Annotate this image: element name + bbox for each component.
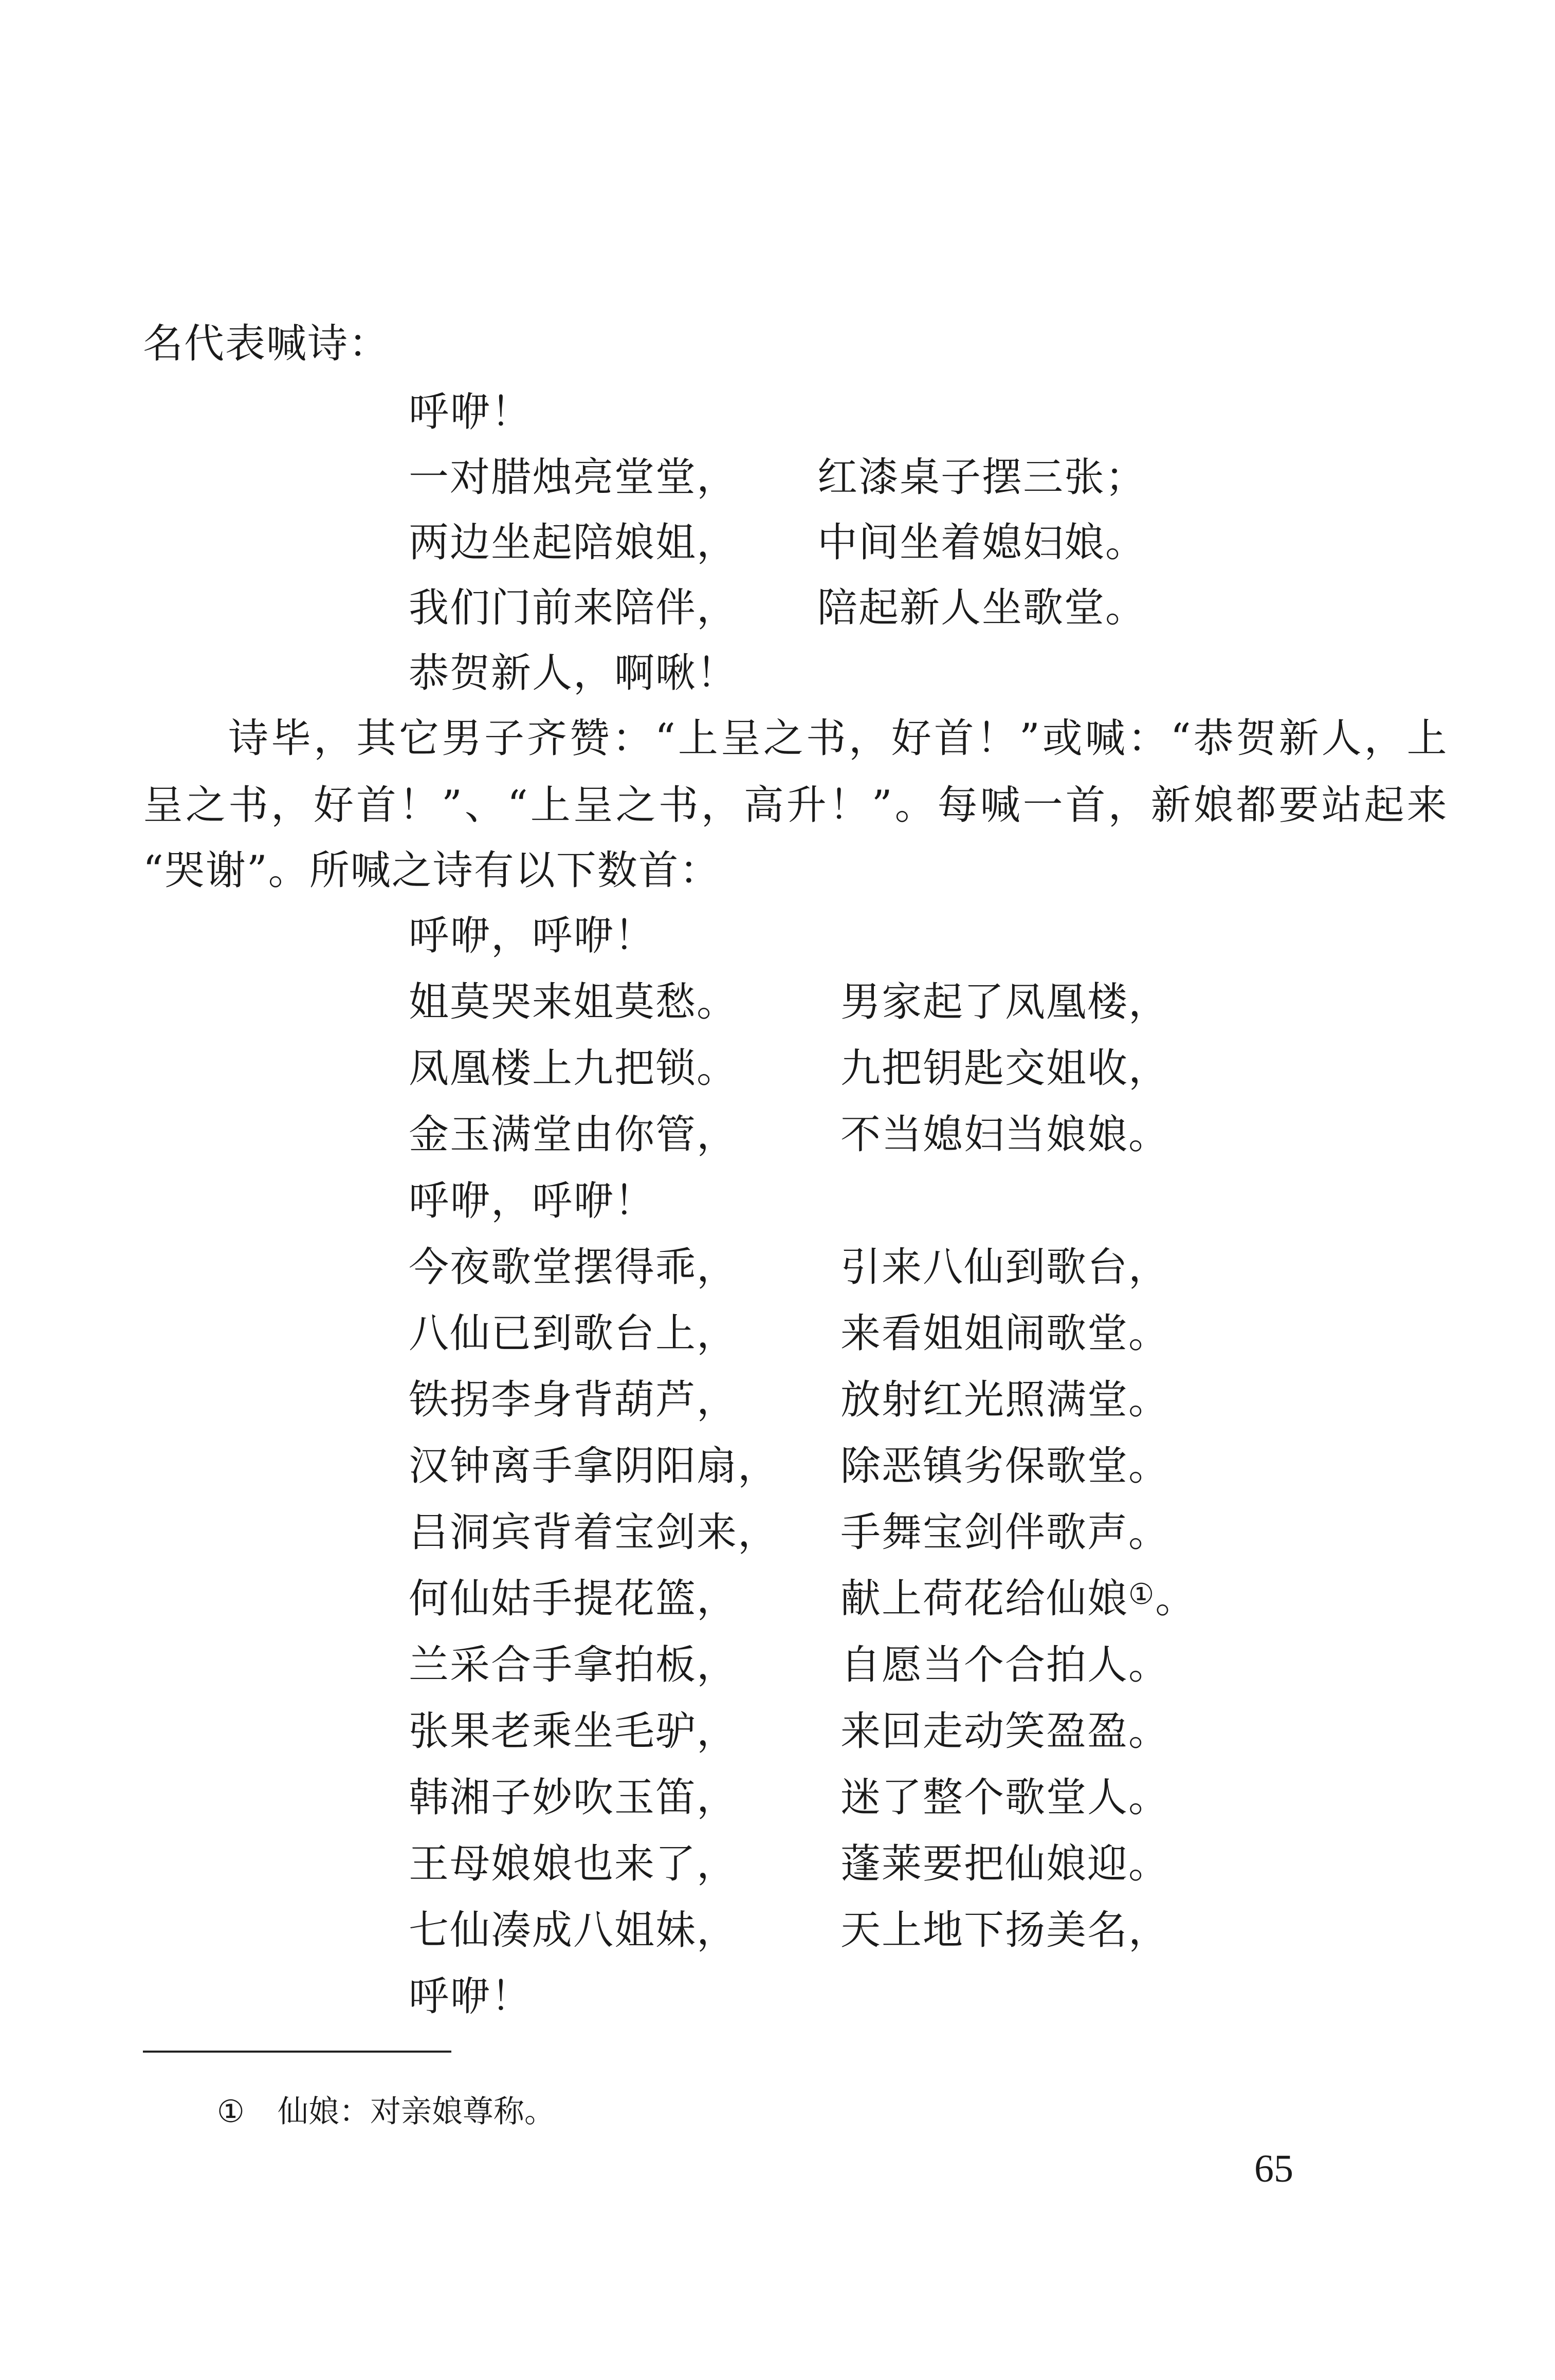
- poem3-line-4-left: 汉钟离手拿阴阳扇，: [409, 1443, 779, 1489]
- poem3-line-6-right-text: 献上荷花给仙娘: [840, 1576, 1129, 1622]
- poem2-line-3-right: 不当媳妇当娘娘。: [840, 1112, 1170, 1158]
- poem2-line-2-right: 九把钥匙交姐收，: [840, 1045, 1170, 1092]
- footnote-divider: [143, 2051, 451, 2053]
- footnote-mark: ①: [217, 2094, 245, 2130]
- poem3-line-3-left: 铁拐李身背葫芦，: [409, 1377, 738, 1423]
- footnote-reference-mark: ①: [1128, 1578, 1156, 1611]
- paragraph-line-1: 诗毕，其它男子齐赞：“上呈之书，好首！”或喊：“恭贺新人，上: [228, 715, 1450, 762]
- poem3-line-8-left: 张果老乘坐毛驴，: [409, 1708, 738, 1755]
- poem3-line-8-right: 来回走动笑盈盈。: [840, 1708, 1170, 1755]
- poem2-line-1-left: 姐莫哭来姐莫愁。: [409, 979, 738, 1025]
- poem3-line-11-right: 天上地下扬美名，: [840, 1907, 1170, 1953]
- poem1-close: 恭贺新人，啊啾！: [409, 650, 738, 696]
- footnote-text: 仙娘：对亲娘尊称。: [278, 2094, 555, 2130]
- poem3-line-4-right: 除恶镇劣保歌堂。: [840, 1443, 1170, 1489]
- poem1-line-2-left: 两边坐起陪娘姐，: [409, 520, 738, 566]
- poem1-line-1-right: 红漆桌子摆三张；: [817, 454, 1147, 501]
- paragraph-line-3: “哭谢”。所喊之诗有以下数首：: [143, 847, 721, 894]
- poem3-line-1-left: 今夜歌堂摆得乖，: [409, 1244, 738, 1290]
- poem3-line-7-left: 兰采合手拿拍板，: [409, 1642, 738, 1688]
- poem1-line-2-right: 中间坐着媳妇娘。: [817, 520, 1147, 566]
- poem3-line-9-left: 韩湘子妙吹玉笛，: [409, 1775, 738, 1821]
- poem3-line-10-left: 王母娘娘也来了，: [409, 1841, 738, 1887]
- poem3-open: 呼咿，呼咿！: [409, 1178, 656, 1224]
- poem3-line-9-right: 迷了整个歌堂人。: [840, 1775, 1170, 1821]
- poem3-line-5-left: 吕洞宾背着宝剑来，: [409, 1509, 779, 1556]
- poem3-close: 呼咿！: [409, 1973, 533, 2020]
- poem3-line-1-right: 引来八仙到歌台，: [840, 1244, 1170, 1290]
- poem3-line-11-left: 七仙凑成八姐妹，: [409, 1907, 738, 1953]
- poem1-line-3-left: 我们门前来陪伴，: [409, 585, 738, 631]
- poem2-line-1-right: 男家起了凤凰楼，: [840, 979, 1170, 1025]
- poem3-line-3-right: 放射红光照满堂。: [840, 1377, 1170, 1423]
- page-number: 65: [1254, 2147, 1293, 2190]
- poem3-line-10-right: 蓬莱要把仙娘迎。: [840, 1841, 1170, 1887]
- poem3-line-2-right: 来看姐姐闹歌堂。: [840, 1311, 1170, 1357]
- poem1-open: 呼咿！: [409, 389, 533, 435]
- poem2-line-2-left: 凤凰楼上九把锁。: [409, 1045, 738, 1092]
- poem3-line-6-right-period: 。: [1155, 1576, 1197, 1622]
- poem3-line-7-right: 自愿当个合拍人。: [840, 1642, 1170, 1688]
- poem3-line-6-left: 何仙姑手提花篮，: [409, 1576, 738, 1622]
- poem3-line-6-right: [840, 1576, 1197, 1622]
- poem1-line-1-left: 一对腊烛亮堂堂，: [409, 454, 738, 501]
- paragraph-line-2: 呈之书，好首！”、“上呈之书，高升！”。每喊一首，新娘都要站起来: [143, 782, 1450, 828]
- poem3-line-2-left: 八仙已到歌台上，: [409, 1311, 738, 1357]
- poem1-line-3-right: 陪起新人坐歌堂。: [817, 585, 1147, 631]
- poem3-line-5-right: 手舞宝剑伴歌声。: [840, 1509, 1170, 1556]
- intro-text: 名代表喊诗：: [143, 321, 390, 367]
- poem2-open: 呼咿，呼咿！: [409, 913, 656, 959]
- poem2-line-3-left: 金玉满堂由你管，: [409, 1112, 738, 1158]
